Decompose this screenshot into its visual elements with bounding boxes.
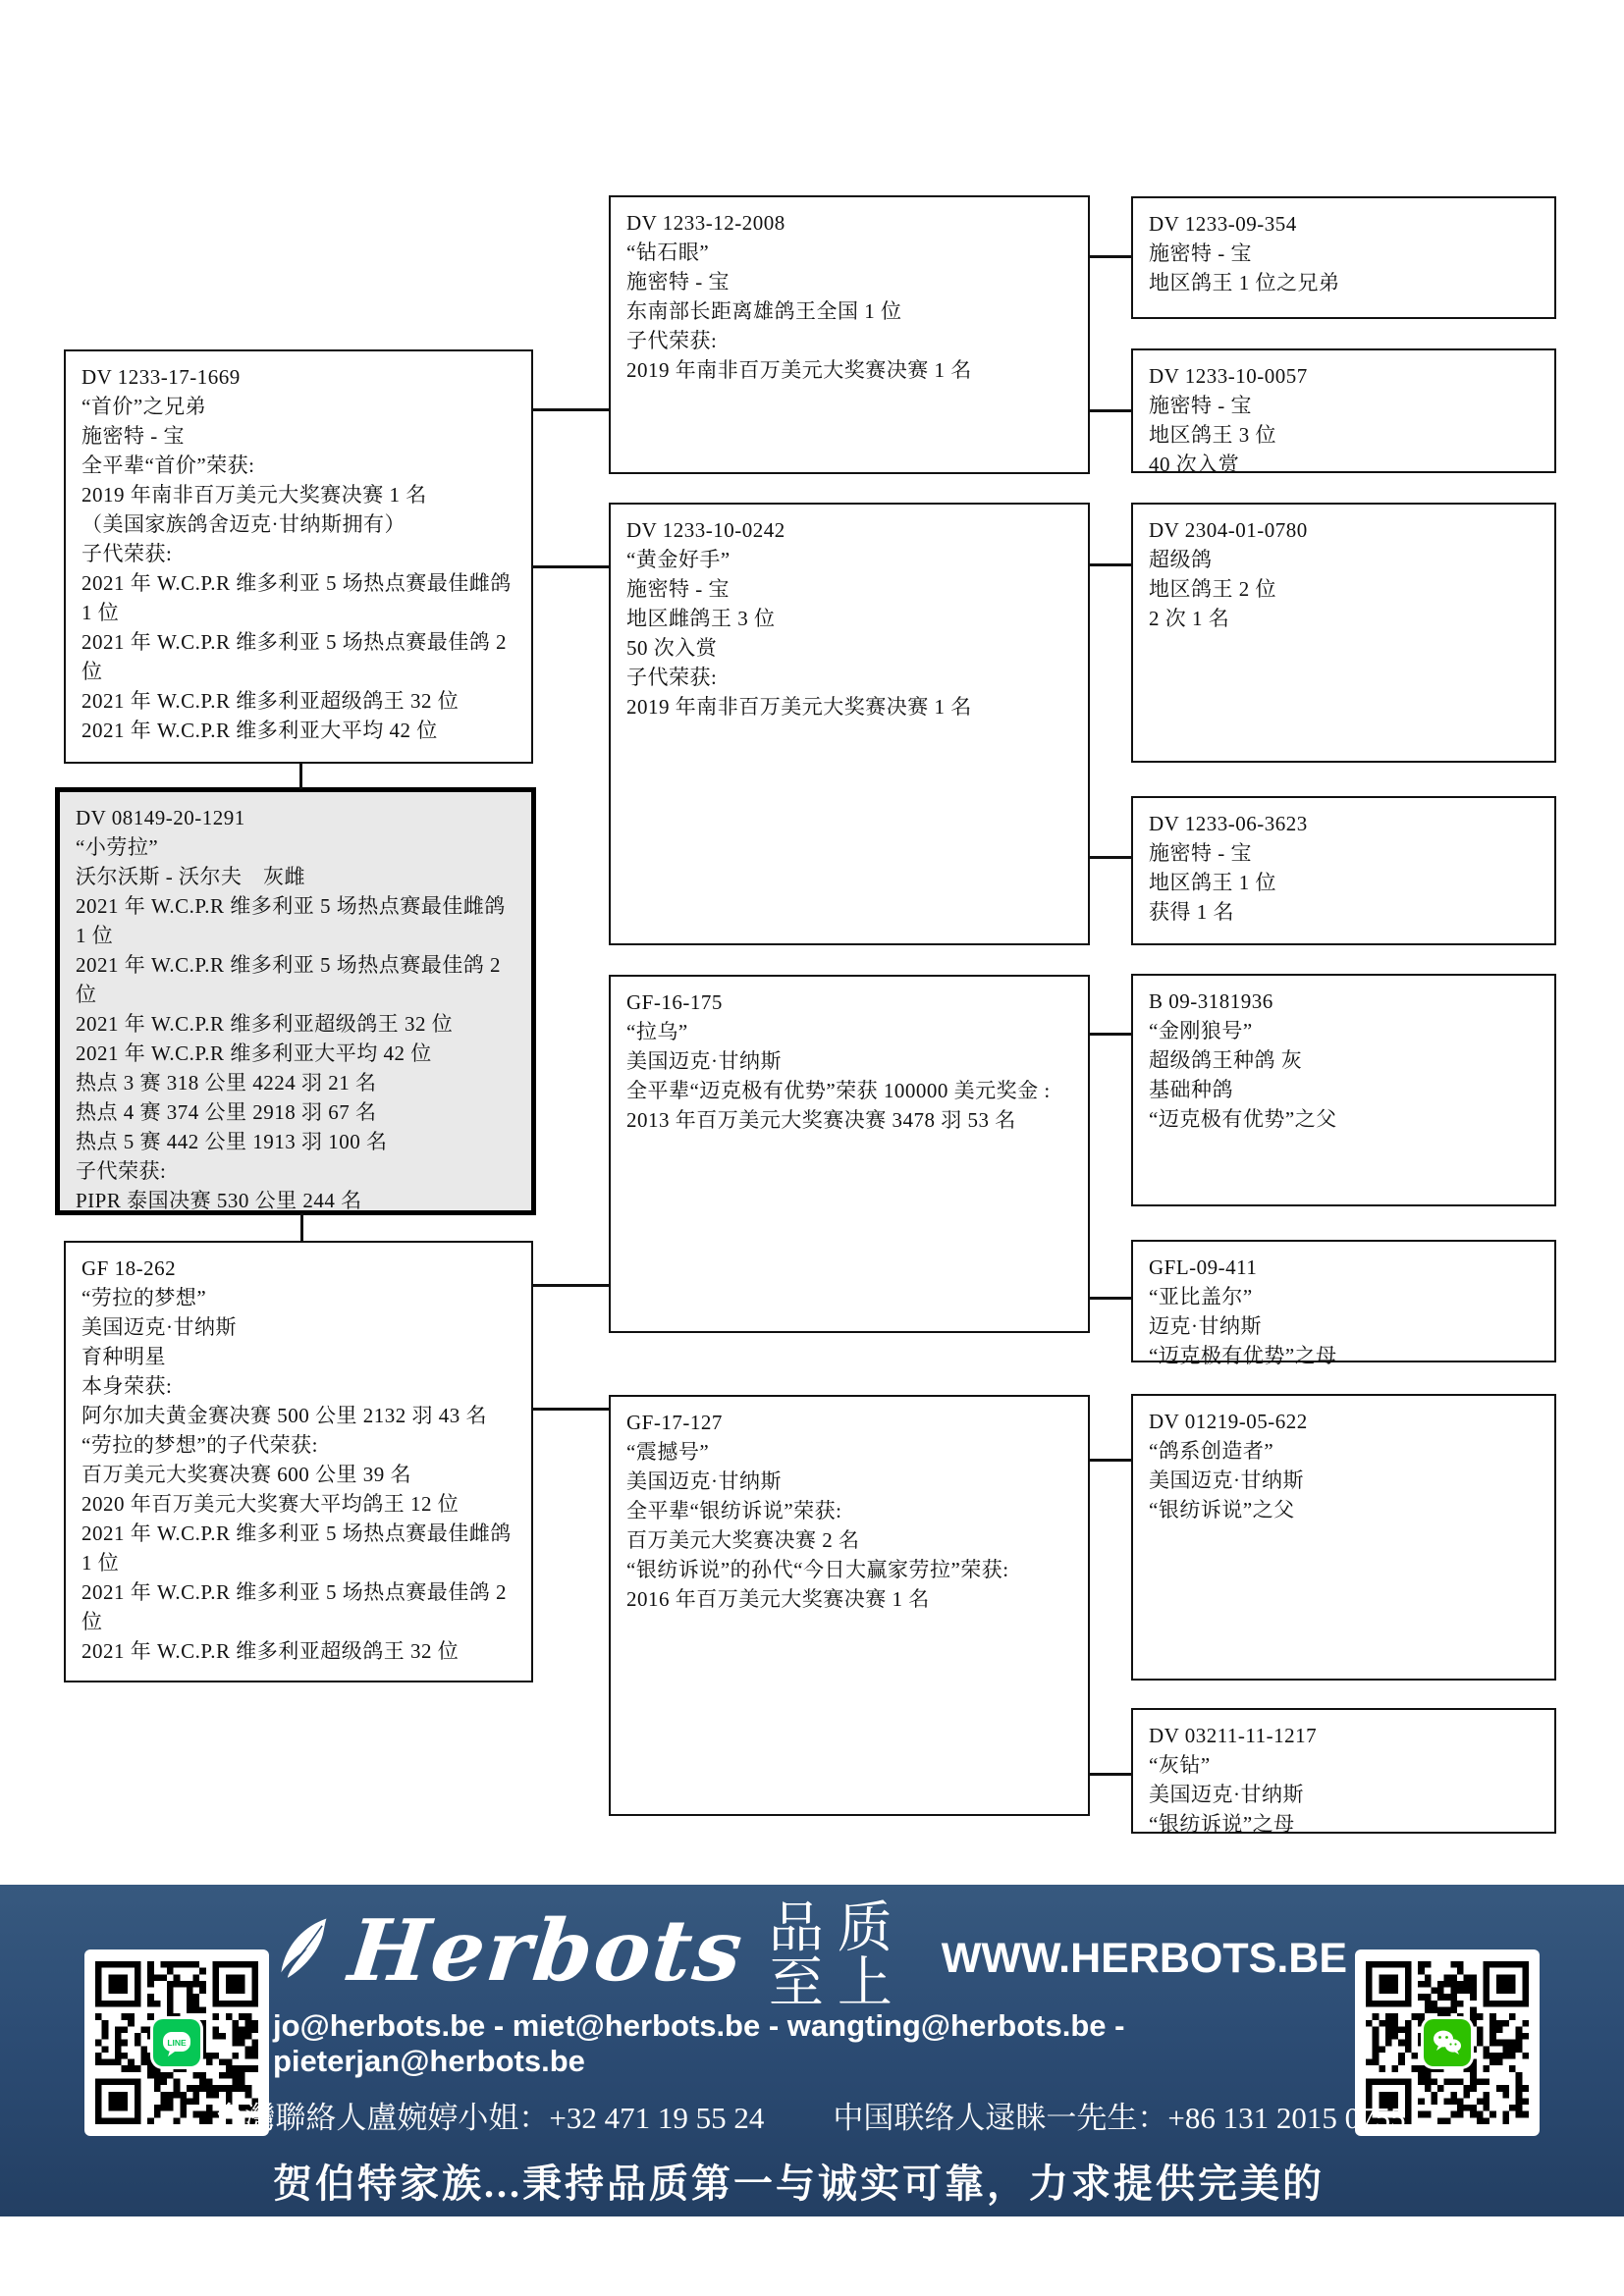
connector-mgs-to-g5 bbox=[1089, 1033, 1133, 1036]
connector-pgd-to-g4 bbox=[1089, 856, 1133, 859]
pedigree-line: 全平辈“首价”荣获: bbox=[81, 454, 255, 477]
pedigree-line: “银纺诉说”之父 bbox=[1149, 1498, 1295, 1522]
pedigree-line: 50 次入赏 bbox=[626, 636, 718, 660]
feather-icon bbox=[267, 1916, 342, 1988]
pedigree-line: GF-17-127 bbox=[626, 1411, 723, 1434]
pedigree-line: 2013 年百万美元大奖赛决赛 3478 羽 53 名 bbox=[626, 1108, 1016, 1132]
pedigree-box-great-grandparent-3 bbox=[1131, 503, 1556, 763]
pedigree-line: 2021 年 W.C.P.R 维多利亚超级鸽王 32 位 bbox=[81, 1639, 460, 1663]
pedigree-line: 2021 年 W.C.P.R 维多利亚超级鸽王 32 位 bbox=[81, 689, 460, 713]
pedigree-line: 迈克·甘纳斯 bbox=[1149, 1314, 1262, 1338]
pedigree-box-great-grandparent-8 bbox=[1131, 1708, 1556, 1834]
pedigree-box-great-grandparent-5 bbox=[1131, 974, 1556, 1206]
pedigree-line: “亚比盖尔” bbox=[1149, 1285, 1253, 1308]
pedigree-line: 美国迈克·甘纳斯 bbox=[626, 1469, 782, 1493]
pedigree-line: 热点 3 赛 318 公里 4224 羽 21 名 bbox=[76, 1071, 377, 1095]
pedigree-line: 施密特 - 宝 bbox=[81, 424, 185, 448]
connector-subject-to-dam bbox=[300, 1213, 303, 1243]
pedigree-line: 2019 年南非百万美元大奖赛决赛 1 名 bbox=[626, 695, 972, 719]
pedigree-line: PIPR 泰国决赛 530 公里 244 名 bbox=[76, 1189, 362, 1212]
connector-mgd-to-g7 bbox=[1089, 1459, 1133, 1462]
pedigree-line: 2021 年 W.C.P.R 维多利亚大平均 42 位 bbox=[76, 1041, 432, 1065]
pedigree-line: DV 1233-09-354 bbox=[1149, 212, 1297, 236]
svg-text:LINE: LINE bbox=[167, 2038, 187, 2048]
pedigree-line: “迈克极有优势”之母 bbox=[1149, 1344, 1337, 1367]
pedigree-line: GF 18-262 bbox=[81, 1256, 177, 1280]
pedigree-box-paternal-granddam bbox=[609, 503, 1090, 945]
pedigree-box-paternal-grandsire bbox=[609, 195, 1090, 474]
pedigree-box-great-grandparent-4 bbox=[1131, 796, 1556, 945]
pedigree-line: 子代荣获: bbox=[81, 542, 173, 565]
pedigree-box-sire bbox=[64, 349, 533, 764]
pedigree-line: 子代荣获: bbox=[76, 1159, 167, 1183]
pedigree-line: GFL-09-411 bbox=[1149, 1255, 1258, 1279]
contact-taiwan: 台灣聯絡人盧婉婷小姐：+32 471 19 55 24 bbox=[214, 2101, 765, 2135]
pedigree-box-great-grandparent-6 bbox=[1131, 1240, 1556, 1367]
pedigree-line: DV 1233-06-3623 bbox=[1149, 812, 1308, 835]
pedigree-line: 超级鸽 bbox=[1149, 548, 1213, 571]
pedigree-line: 全平辈“银纺诉说”荣获: bbox=[626, 1499, 842, 1522]
pedigree-line: “拉乌” bbox=[626, 1020, 688, 1043]
pedigree-line: 2021 年 W.C.P.R 维多利亚 5 场热点赛最佳鸽 2 位 bbox=[81, 630, 508, 683]
connector-sire-to-pgs bbox=[533, 408, 611, 411]
pedigree-box-great-grandparent-1 bbox=[1131, 196, 1556, 319]
pedigree-line: 2021 年 W.C.P.R 维多利亚 5 场热点赛最佳雌鸽 1 位 bbox=[76, 894, 506, 947]
pedigree-line: DV 1233-10-0242 bbox=[626, 518, 785, 542]
pedigree-line: “小劳拉” bbox=[76, 835, 159, 859]
connector-mgd-to-g8 bbox=[1089, 1773, 1133, 1776]
pedigree-line: DV 08149-20-1291 bbox=[76, 806, 245, 829]
pedigree-line: 2021 年 W.C.P.R 维多利亚 5 场热点赛最佳鸽 2 位 bbox=[76, 953, 502, 1006]
pedigree-line: 地区鸽王 1 位之兄弟 bbox=[1149, 271, 1340, 294]
connector-pgd-to-g3 bbox=[1089, 563, 1133, 566]
pedigree-line: 2 次 1 名 bbox=[1149, 607, 1230, 630]
pedigree-line: “劳拉的梦想”的子代荣获: bbox=[81, 1433, 318, 1457]
pedigree-line: 子代荣获: bbox=[626, 329, 718, 352]
pedigree-line: DV 1233-10-0057 bbox=[1149, 364, 1308, 388]
pedigree-line: 施密特 - 宝 bbox=[1149, 394, 1252, 417]
brand-row bbox=[273, 1896, 1347, 2014]
pedigree-line: 地区雌鸽王 3 位 bbox=[626, 607, 776, 630]
pedigree-line: 阿尔加夫黄金赛决赛 500 公里 2132 羽 43 名 bbox=[81, 1404, 487, 1427]
pedigree-line: 热点 4 赛 374 公里 2918 羽 67 名 bbox=[76, 1100, 377, 1124]
pedigree-line: “劳拉的梦想” bbox=[81, 1286, 207, 1309]
website-url: WWW.HERBOTS.BE bbox=[941, 1934, 1347, 1982]
pedigree-line: 百万美元大奖赛决赛 600 公里 39 名 bbox=[81, 1463, 411, 1486]
pedigree-line: “灰钻” bbox=[1149, 1753, 1211, 1777]
pedigree-line: 热点 5 赛 442 公里 1913 羽 100 名 bbox=[76, 1130, 388, 1153]
pedigree-box-maternal-grandsire bbox=[609, 975, 1090, 1333]
connector-pgs-to-g2 bbox=[1089, 409, 1133, 412]
pedigree-line: “首价”之兄弟 bbox=[81, 395, 207, 418]
pedigree-line: “银纺诉说”的孙代“今日大赢家劳拉”荣获: bbox=[626, 1558, 1009, 1581]
pedigree-line: DV 1233-17-1669 bbox=[81, 365, 241, 389]
pedigree-line: 施密特 - 宝 bbox=[1149, 241, 1252, 265]
footer-content bbox=[214, 1896, 1406, 2262]
pedigree-line: “迈克极有优势”之父 bbox=[1149, 1107, 1337, 1131]
pedigree-line: 地区鸽王 1 位 bbox=[1149, 871, 1276, 894]
pedigree-line: 本身荣获: bbox=[81, 1374, 173, 1398]
pedigree-line: “黄金好手” bbox=[626, 548, 731, 571]
pedigree-line: 2021 年 W.C.P.R 维多利亚大平均 42 位 bbox=[81, 719, 438, 742]
pedigree-line: “银纺诉说”之母 bbox=[1149, 1812, 1295, 1836]
connector-dam-to-mgd bbox=[533, 1408, 611, 1411]
pedigree-line: 全平辈“迈克极有优势”荣获 100000 美元奖金 : bbox=[626, 1079, 1051, 1102]
pedigree-line: 子代荣获: bbox=[626, 666, 718, 689]
pedigree-box-great-grandparent-7 bbox=[1131, 1394, 1556, 1681]
connector-pgs-to-g1 bbox=[1089, 255, 1133, 258]
pedigree-line: 育种明星 bbox=[81, 1345, 166, 1368]
connector-sire-to-pgd bbox=[533, 565, 611, 568]
pedigree-line: “钻石眼” bbox=[626, 240, 710, 264]
connector-mgs-to-g6 bbox=[1089, 1297, 1133, 1300]
pedigree-line: “震撼号” bbox=[626, 1440, 710, 1464]
pedigree-line: 美国迈克·甘纳斯 bbox=[626, 1049, 782, 1073]
pedigree-line: 2019 年南非百万美元大奖赛决赛 1 名 bbox=[626, 358, 972, 382]
line-icon bbox=[153, 2019, 200, 2066]
brand-tagline: 品质至上 bbox=[768, 1898, 906, 2014]
pedigree-line: 超级鸽王种鸽 灰 bbox=[1149, 1048, 1303, 1072]
wechat-icon bbox=[1424, 2019, 1471, 2066]
pedigree-box-subject bbox=[55, 787, 536, 1215]
pedigree-line: “金刚狼号” bbox=[1149, 1019, 1253, 1042]
pedigree-line: 基础种鸽 bbox=[1149, 1078, 1233, 1101]
pedigree-line: 2021 年 W.C.P.R 维多利亚 5 场热点赛最佳雌鸽 1 位 bbox=[81, 1522, 512, 1575]
pedigree-box-great-grandparent-2 bbox=[1131, 348, 1556, 476]
pedigree-line: B 09-3181936 bbox=[1149, 989, 1273, 1013]
pedigree-line: 2021 年 W.C.P.R 维多利亚超级鸽王 32 位 bbox=[76, 1012, 454, 1036]
pedigree-line: 40 次入赏 bbox=[1149, 453, 1240, 476]
pedigree-line: 施密特 - 宝 bbox=[626, 577, 730, 601]
contact-china: 中国联络人逯睐一先生：+86 131 2015 0755 bbox=[833, 2101, 1406, 2135]
contact-emails: jo@herbots.be - miet@herbots.be - wangting@herbots.be - pieterjan@herbots.be bbox=[273, 2008, 1125, 2078]
pedigree-line: 施密特 - 宝 bbox=[1149, 841, 1252, 865]
pedigree-line: 地区鸽王 2 位 bbox=[1149, 577, 1276, 601]
footer-slogan: 贺伯特家族...秉持品质第一与诚实可靠，力求提供完美的服务！ bbox=[273, 2162, 1325, 2262]
pedigree-line: 2021 年 W.C.P.R 维多利亚 5 场热点赛最佳鸽 2 位 bbox=[81, 1580, 508, 1633]
pedigree-box-maternal-granddam bbox=[609, 1395, 1090, 1816]
pedigree-line: 美国迈克·甘纳斯 bbox=[81, 1315, 237, 1339]
connector-sire-to-subject bbox=[299, 764, 302, 789]
contact-phones bbox=[214, 2093, 1405, 2137]
pedigree-line: 百万美元大奖赛决赛 2 名 bbox=[626, 1528, 860, 1552]
pedigree-line: 2021 年 W.C.P.R 维多利亚 5 场热点赛最佳雌鸽 1 位 bbox=[81, 571, 512, 624]
pedigree-line: DV 1233-12-2008 bbox=[626, 211, 785, 235]
pedigree-line: 施密特 - 宝 bbox=[626, 270, 730, 294]
pedigree-line: DV 2304-01-0780 bbox=[1149, 518, 1308, 542]
pedigree-line: 2020 年百万美元大奖赛大平均鸽王 12 位 bbox=[81, 1492, 460, 1516]
pedigree-line: 2016 年百万美元大奖赛决赛 1 名 bbox=[626, 1587, 930, 1611]
pedigree-line: “鸽系创造者” bbox=[1149, 1439, 1274, 1463]
pedigree-line: 美国迈克·甘纳斯 bbox=[1149, 1468, 1304, 1492]
pedigree-line: 东南部长距离雄鸽王全国 1 位 bbox=[626, 299, 902, 323]
connector-dam-to-mgs bbox=[533, 1284, 611, 1287]
brand-logo: Herbots bbox=[344, 1901, 749, 2001]
pedigree-line: DV 03211-11-1217 bbox=[1149, 1724, 1318, 1747]
pedigree-line: 沃尔沃斯 - 沃尔夫 灰雌 bbox=[76, 865, 305, 888]
pedigree-line: DV 01219-05-622 bbox=[1149, 1410, 1308, 1433]
footer-banner bbox=[0, 1885, 1624, 2262]
pedigree-line: （美国家族鸽舍迈克·甘纳斯拥有） bbox=[81, 512, 406, 536]
pedigree-line: 2019 年南非百万美元大奖赛决赛 1 名 bbox=[81, 483, 427, 507]
pedigree-line: GF-16-175 bbox=[626, 990, 723, 1014]
pedigree-box-dam bbox=[64, 1241, 533, 1682]
pedigree-line: 美国迈克·甘纳斯 bbox=[1149, 1783, 1304, 1806]
pedigree-line: 获得 1 名 bbox=[1149, 900, 1234, 924]
pedigree-line: 地区鸽王 3 位 bbox=[1149, 423, 1276, 447]
